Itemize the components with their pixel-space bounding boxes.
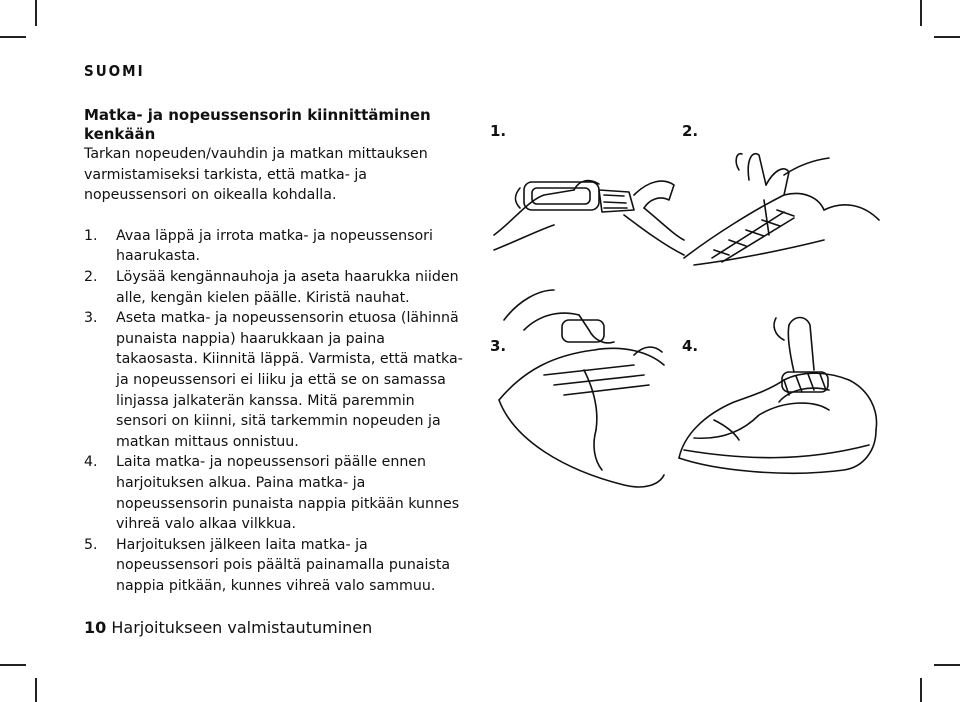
step-number: 2.	[84, 268, 98, 285]
step-text: Löysää kengännauhoja ja aseta haarukka niiden alle, kengän kielen päälle. Kiristä nauhat.	[116, 268, 459, 306]
crop-mark	[934, 664, 960, 666]
crop-mark	[934, 36, 960, 38]
article-heading: Matka- ja nopeussensorin kiinnittäminen kenkään	[84, 106, 431, 143]
chapter-title: Harjoitukseen valmistautuminen	[111, 618, 373, 637]
fork-under-laces-illustration	[684, 154, 879, 265]
crop-mark	[0, 664, 26, 666]
sensor-removal-illustration	[494, 181, 684, 255]
step-number: 3.	[84, 310, 98, 327]
section-label: SUOMI	[84, 62, 145, 80]
article	[84, 106, 464, 596]
step-item	[84, 452, 464, 534]
step-text: Aseta matka- ja nopeussensorin etuosa (lähinnä punaista nappia) haarukkaan ja paina takaosasta. Kiinnitä läppä. Varmista, että matka- ja nopeussensori ei liiku ja että se on samassa linjassa jalkaterän kanssa. Mitä paremmin sensori on kiinni, sitä tarkemmin nopeuden ja matkan mittaus onnistuu.	[116, 310, 463, 450]
crop-mark	[920, 0, 922, 26]
page-footer	[84, 618, 372, 637]
figure-label-1: 1.	[490, 122, 507, 140]
crop-mark	[0, 36, 26, 38]
step-item	[84, 308, 464, 452]
figure-label-4: 4.	[682, 337, 699, 355]
sensor-insert-illustration	[499, 290, 664, 487]
crop-mark	[920, 678, 922, 702]
step-text: Harjoituksen jälkeen laita matka- ja nopeussensori pois päältä painamalla punaista nappia pitkään, kunnes vihreä valo sammuu.	[116, 536, 451, 594]
figure-label-3: 3.	[490, 337, 507, 355]
sensor-button-press-illustration	[679, 318, 877, 474]
step-number: 1.	[84, 227, 98, 244]
figure-label-2: 2.	[682, 122, 699, 140]
page-number: 10	[84, 618, 107, 637]
step-list	[84, 226, 464, 597]
step-item	[84, 267, 464, 308]
step-number: 4.	[84, 454, 98, 471]
step-text: Laita matka- ja nopeussensori päälle ennen harjoituksen alkua. Paina matka- ja nopeussensorin punaista nappia pitkään kunnes vihreä valo alkaa vilkkua.	[116, 454, 460, 533]
step-item	[84, 226, 464, 267]
step-text: Avaa läppä ja irrota matka- ja nopeussensori haarukasta.	[116, 227, 433, 265]
step-number: 5.	[84, 536, 98, 553]
article-intro: Tarkan nopeuden/vauhdin ja matkan mittauksen varmistamiseksi tarkista, että matka- ja nopeussensori on oikealla kohdalla.	[84, 146, 428, 204]
installation-illustrations	[484, 140, 884, 520]
step-item	[84, 535, 464, 597]
crop-mark	[35, 678, 37, 702]
crop-mark	[35, 0, 37, 26]
